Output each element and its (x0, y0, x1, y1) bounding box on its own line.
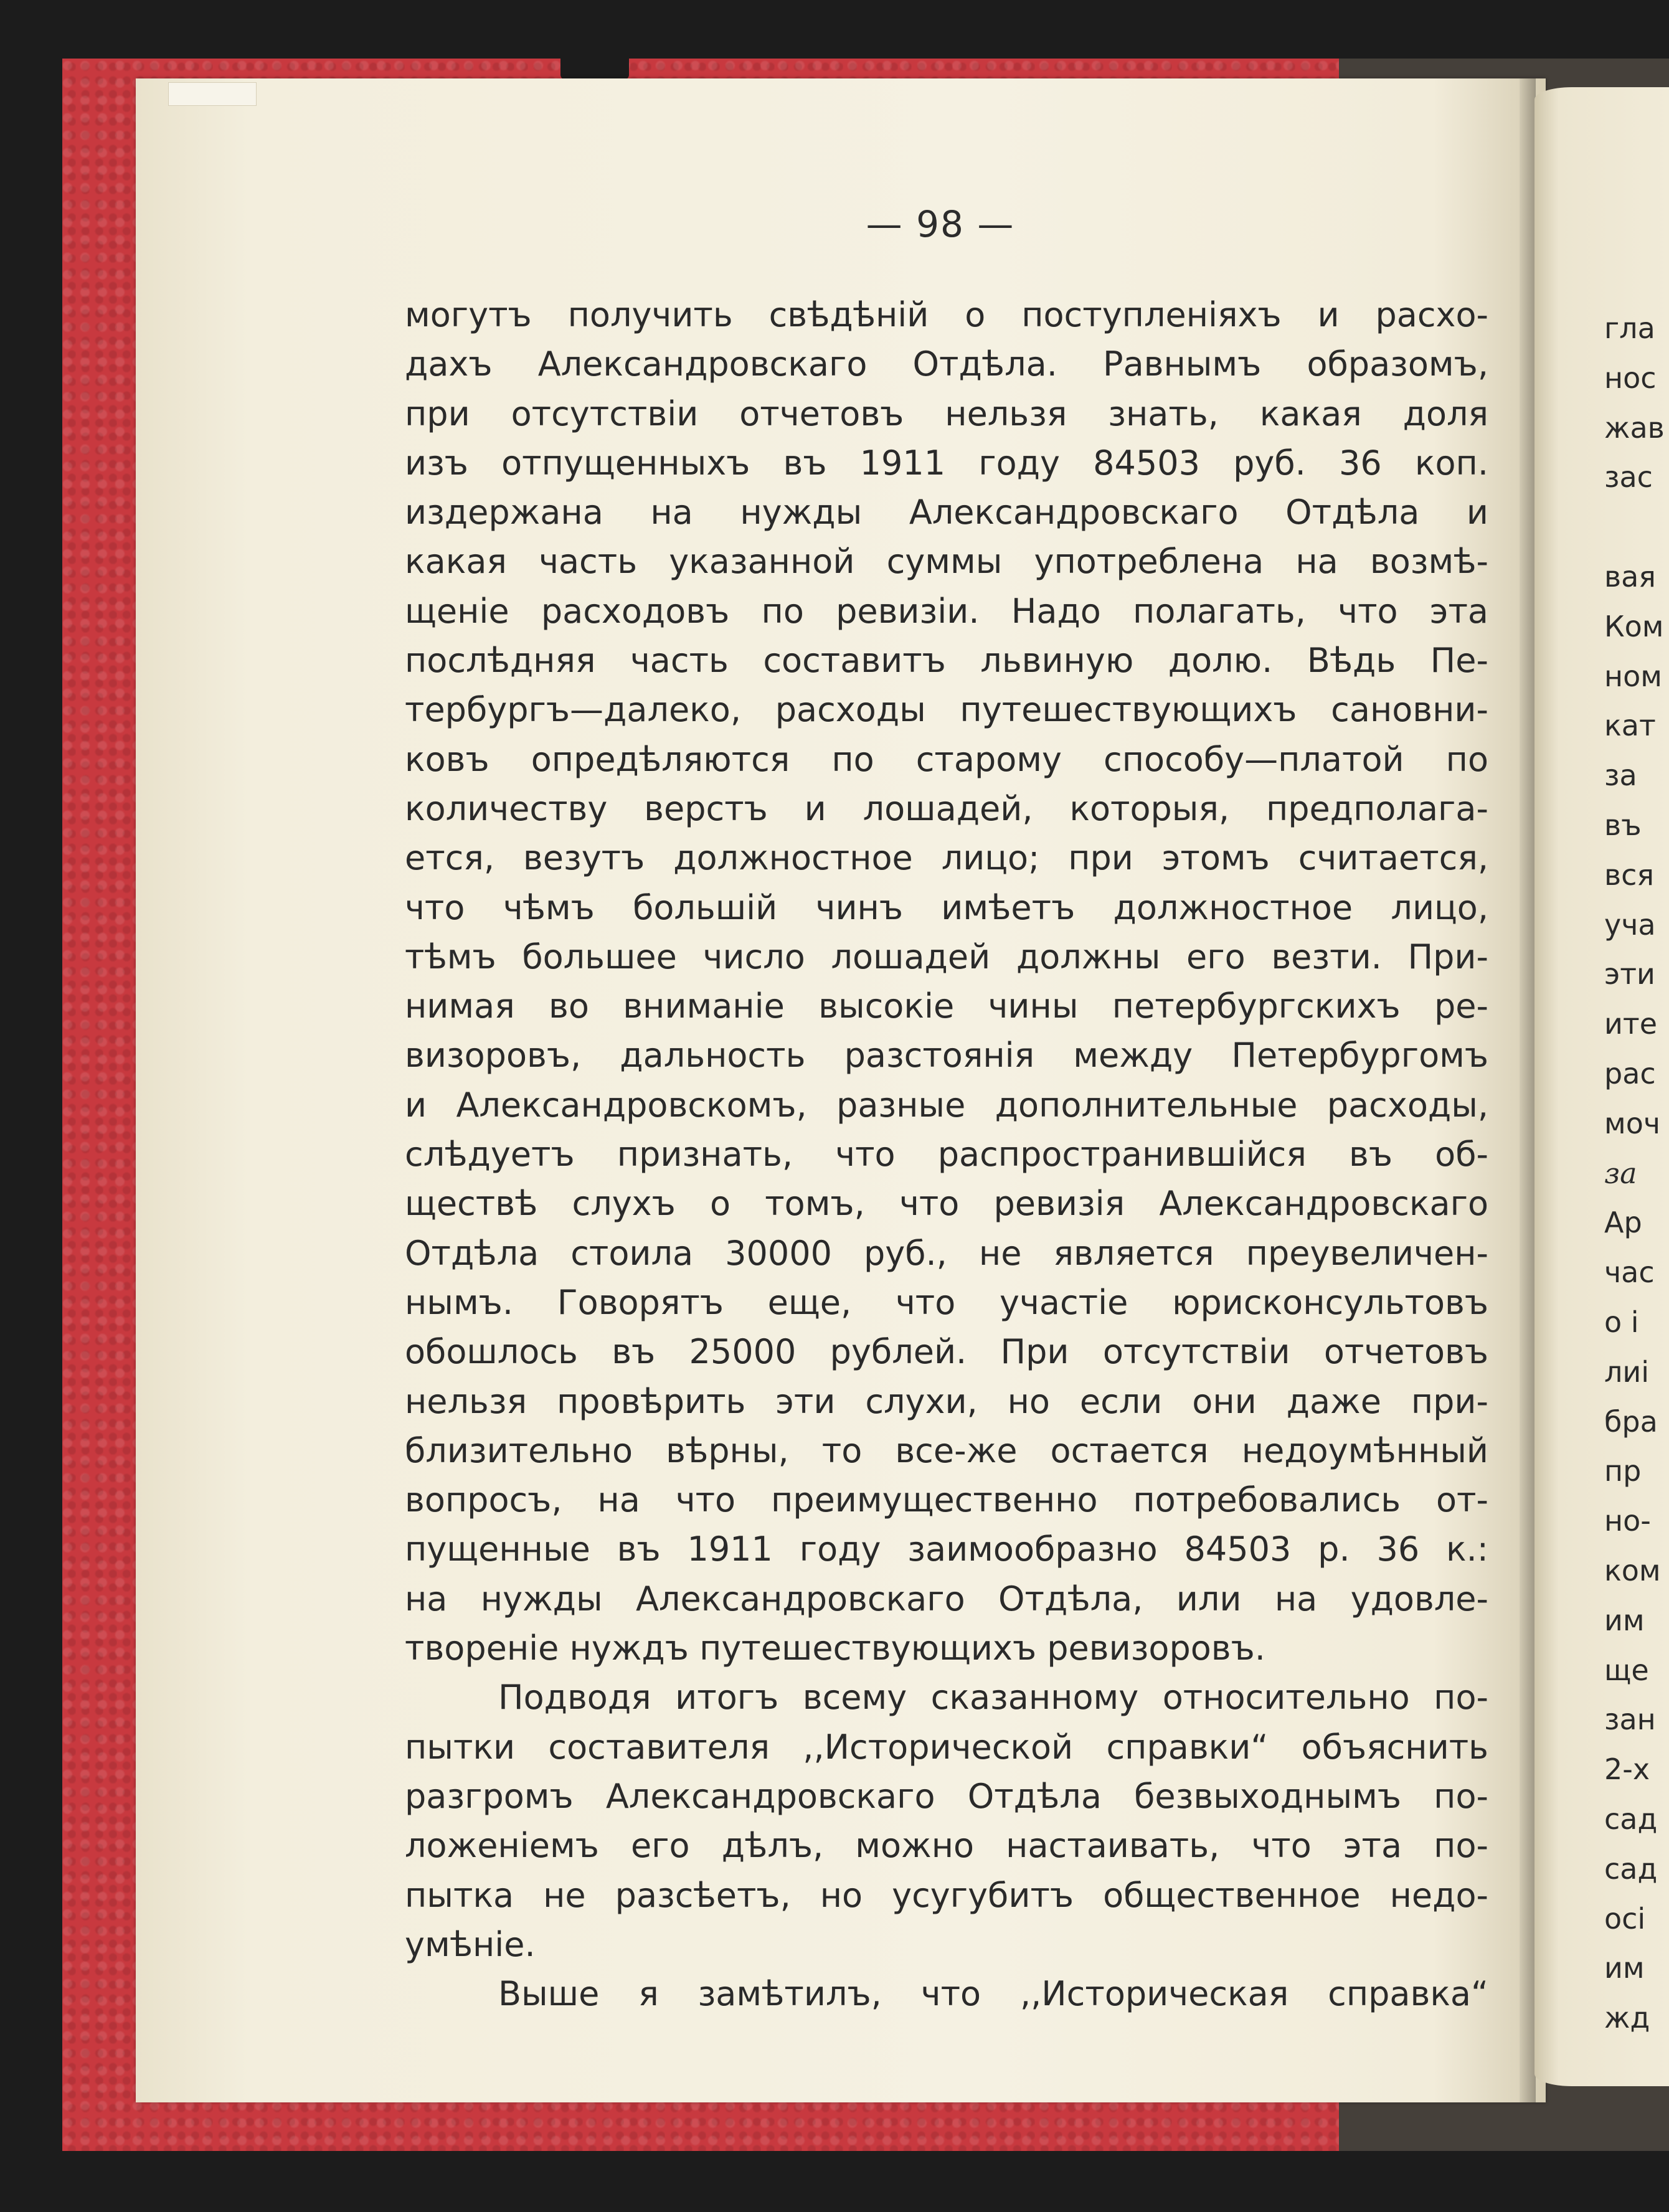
fragment-line: зас (1604, 460, 1653, 494)
text-line: могутъ получить свѣдѣній о поступленіяхъ и расхо- (405, 295, 1488, 334)
text-line: тербургъ—далеко, расходы путешествующихъ сановни- (405, 690, 1488, 730)
text-line: твореніе нуждъ путешествующихъ ревизоровъ. (405, 1628, 1265, 1668)
fragment-line: въ (1604, 808, 1642, 842)
text-line: пущенные въ 1911 году заимообразно 84503 р. 36 к.: (405, 1529, 1488, 1569)
fragment-line: осі (1604, 1901, 1646, 1936)
text-line: какая часть указанной суммы употреблена на возмѣ- (405, 542, 1488, 582)
text-line: при отсутствіи отчетовъ нельзя знать, какая доля (405, 394, 1488, 433)
fragment-line: за (1604, 1156, 1637, 1190)
fragment-line: уча (1604, 907, 1656, 942)
cover-notch (560, 59, 629, 80)
fragment-line: моч (1604, 1106, 1661, 1140)
text-line: ложеніемъ его дѣлъ, можно настаивать, что эта по- (405, 1826, 1488, 1866)
text-line: издержана на нужды Александровскаго Отдѣла и (405, 493, 1488, 532)
text-line: ется, везутъ должностное лицо; при этомъ считается, (405, 838, 1488, 878)
fragment-line: эти (1604, 957, 1655, 991)
text-line: Отдѣла стоила 30000 руб., не является преувеличен- (405, 1233, 1488, 1273)
paragraph-start-line: Выше я замѣтилъ, что ,,Историческая справка“ (498, 1974, 1488, 2014)
text-line: количеству верстъ и лошадей, которыя, предполага- (405, 788, 1488, 828)
fragment-line: ще (1604, 1653, 1649, 1687)
text-line: нымъ. Говорятъ еще, что участіе юрисконсультовъ (405, 1282, 1488, 1322)
left-page-text (405, 290, 1488, 2018)
fragment-line: кат (1604, 709, 1656, 743)
fragment-line: рас (1604, 1056, 1656, 1090)
fragment-line: 2-х (1604, 1752, 1650, 1787)
text-line: близительно вѣрны, то все-же остается недоумѣнный (405, 1430, 1488, 1470)
fragment-line (1604, 503, 1669, 552)
fragment-line: ком (1604, 1553, 1661, 1587)
page-number: — 98 — (866, 203, 1015, 245)
fragment-line: вся (1604, 858, 1655, 892)
text-line: нельзя провѣрить эти слухи, но если они даже при- (405, 1381, 1488, 1421)
text-line: умѣніе. (405, 1924, 536, 1964)
text-line: ществѣ слухъ о томъ, что ревизія Александровскаго (405, 1184, 1488, 1224)
text-line: пытки составителя ,,Исторической справки“ объяснить (405, 1727, 1488, 1767)
text-line: щеніе расходовъ по ревизіи. Надо полагать, что эта (405, 591, 1488, 631)
text-line: и Александровскомъ, разные дополнительные расходы, (405, 1085, 1488, 1125)
text-line: дахъ Александровскаго Отдѣла. Равнымъ образомъ, (405, 344, 1488, 384)
text-line: разгромъ Александровскаго Отдѣла безвыходнымъ по- (405, 1776, 1488, 1816)
fragment-line: Ком (1604, 609, 1664, 643)
text-line: нимая во вниманіе высокіе чины петербургскихъ ре- (405, 986, 1488, 1026)
fragment-line: нос (1604, 361, 1657, 395)
text-line: на нужды Александровскаго Отдѣла, или на удовле- (405, 1579, 1488, 1619)
text-line: что чѣмъ большій чинъ имѣетъ должностное лицо, (405, 887, 1488, 927)
fragment-line: сад (1604, 1851, 1658, 1886)
fragment-line: жав (1604, 410, 1665, 445)
text-line: слѣдуетъ признать, что распространившійся въ об- (405, 1135, 1488, 1175)
fragment-line: о і (1604, 1305, 1639, 1339)
page-tab (168, 82, 257, 106)
fragment-line: зан (1604, 1703, 1656, 1737)
right-page-text-fragments (1604, 304, 1669, 2043)
fragment-line: час (1604, 1255, 1655, 1290)
text-line: изъ отпущенныхъ въ 1911 году 84503 руб. 36 коп. (405, 443, 1488, 483)
page-gutter-shadow (1520, 78, 1536, 2102)
text-line: тѣмъ большее число лошадей должны его везти. При- (405, 937, 1488, 976)
text-line: вопросъ, на что преимущественно потребовались от- (405, 1480, 1488, 1520)
fragment-line: вая (1604, 559, 1656, 593)
fragment-line: им (1604, 1951, 1645, 1985)
text-line: визоровъ, дальность разстоянія между Петербургомъ (405, 1036, 1488, 1075)
fragment-line: гла (1604, 311, 1655, 345)
text-line: послѣдняя часть составитъ львиную долю. Вѣдь Пе- (405, 641, 1488, 681)
text-line: ковъ опредѣляются по старому способу—платой по (405, 739, 1488, 779)
fragment-line: Ар (1604, 1206, 1642, 1240)
fragment-line: ном (1604, 659, 1662, 693)
fragment-line: ите (1604, 1007, 1657, 1041)
paragraph-start-line: Подводя итогъ всему сказанному относительно по- (498, 1678, 1488, 1718)
fragment-line: лиі (1604, 1354, 1650, 1389)
fragment-line: за (1604, 759, 1637, 793)
fragment-line: бра (1604, 1404, 1658, 1439)
fragment-line: но- (1604, 1504, 1651, 1538)
fragment-line: сад (1604, 1802, 1658, 1836)
text-line: пытка не разсѣетъ, но усугубитъ общественное недо- (405, 1875, 1488, 1915)
text-line: обошлось въ 25000 рублей. При отсутствіи отчетовъ (405, 1332, 1488, 1372)
fragment-line: пр (1604, 1454, 1642, 1488)
fragment-line: им (1604, 1603, 1645, 1637)
fragment-line: жд (1604, 2001, 1650, 2035)
